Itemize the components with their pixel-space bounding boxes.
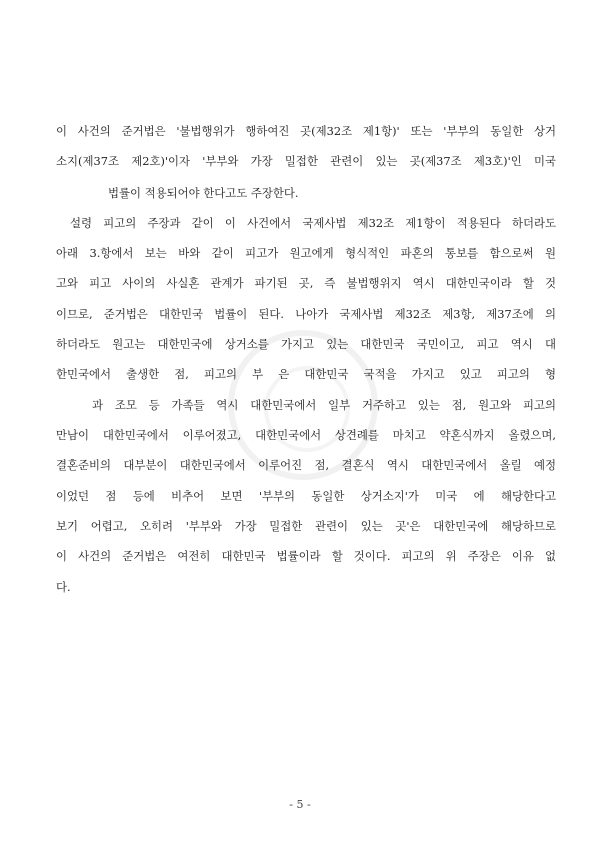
body-line-2: 소지(제37조 제2호)'이자 '부부와 가장 밀접한 관련이 있는 곳(제37조 제3호)'인 미국 [56, 154, 556, 168]
body-line-3: 법률이 적용되어야 한다고도 주장한다. [108, 186, 299, 200]
body-line-13: 이었던 점 등에 비추어 보면 '부부의 동일한 상거소지'가 미국 에 해당한다고 [56, 489, 556, 503]
body-line-15: 이 사건의 준거법은 여전히 대한민국 법률이라 할 것이다. 피고의 위 주장은 이유 없 [56, 549, 556, 563]
body-line-14: 보기 어렵고, 오히려 '부부와 가장 밀접한 관련이 있는 곳'은 대한민국에 해당하므로 [56, 519, 556, 533]
body-line-10: 과 조모 등 가족들 역시 대한민국에서 일부 거주하고 있는 점, 원고와 피고의 [92, 398, 556, 412]
body-line-12: 결혼준비의 대부분이 대한민국에서 이루어진 점, 결혼식 역시 대한민국에서 올릴 예정 [56, 458, 556, 472]
body-line-6: 고와 피고 사이의 사실혼 관계가 파기된 곳, 즉 불법행위지 역시 대한민국이라 할 것 [56, 276, 556, 290]
body-line-9: 한민국에서 출생한 점, 피고의 부 은 대한민국 국적을 가지고 있고 피고의 형 [56, 367, 556, 381]
body-line-16: 다. [56, 580, 71, 594]
body-line-11: 만남이 대한민국에서 이루어졌고, 대한민국에서 상견례를 마치고 약혼식까지 올렸으며, [56, 428, 556, 442]
body-line-7: 이므로, 준거법은 대한민국 법률이 된다. 나아가 국제사법 제32조 제3항, 제37조에 의 [56, 307, 556, 321]
body-line-4: 설령 피고의 주장과 같이 이 사건에서 국제사법 제32조 제1항이 적용된다 하더라도 [70, 216, 556, 230]
body-line-5: 아래 3.항에서 보는 바와 같이 피고가 원고에게 형식적인 파혼의 통보를 함으로써 원 [56, 246, 556, 260]
body-line-1: 이 사건의 준거법은 '불법행위가 행하여진 곳(제32조 제1항)' 또는 '부부의 동일한 상거 [56, 124, 556, 138]
body-line-8: 하더라도 원고는 대한민국에 상거소를 가지고 있는 대한민국 국민이고, 피고 역시 대 [56, 337, 556, 351]
page-number: - 5 - [289, 798, 311, 811]
